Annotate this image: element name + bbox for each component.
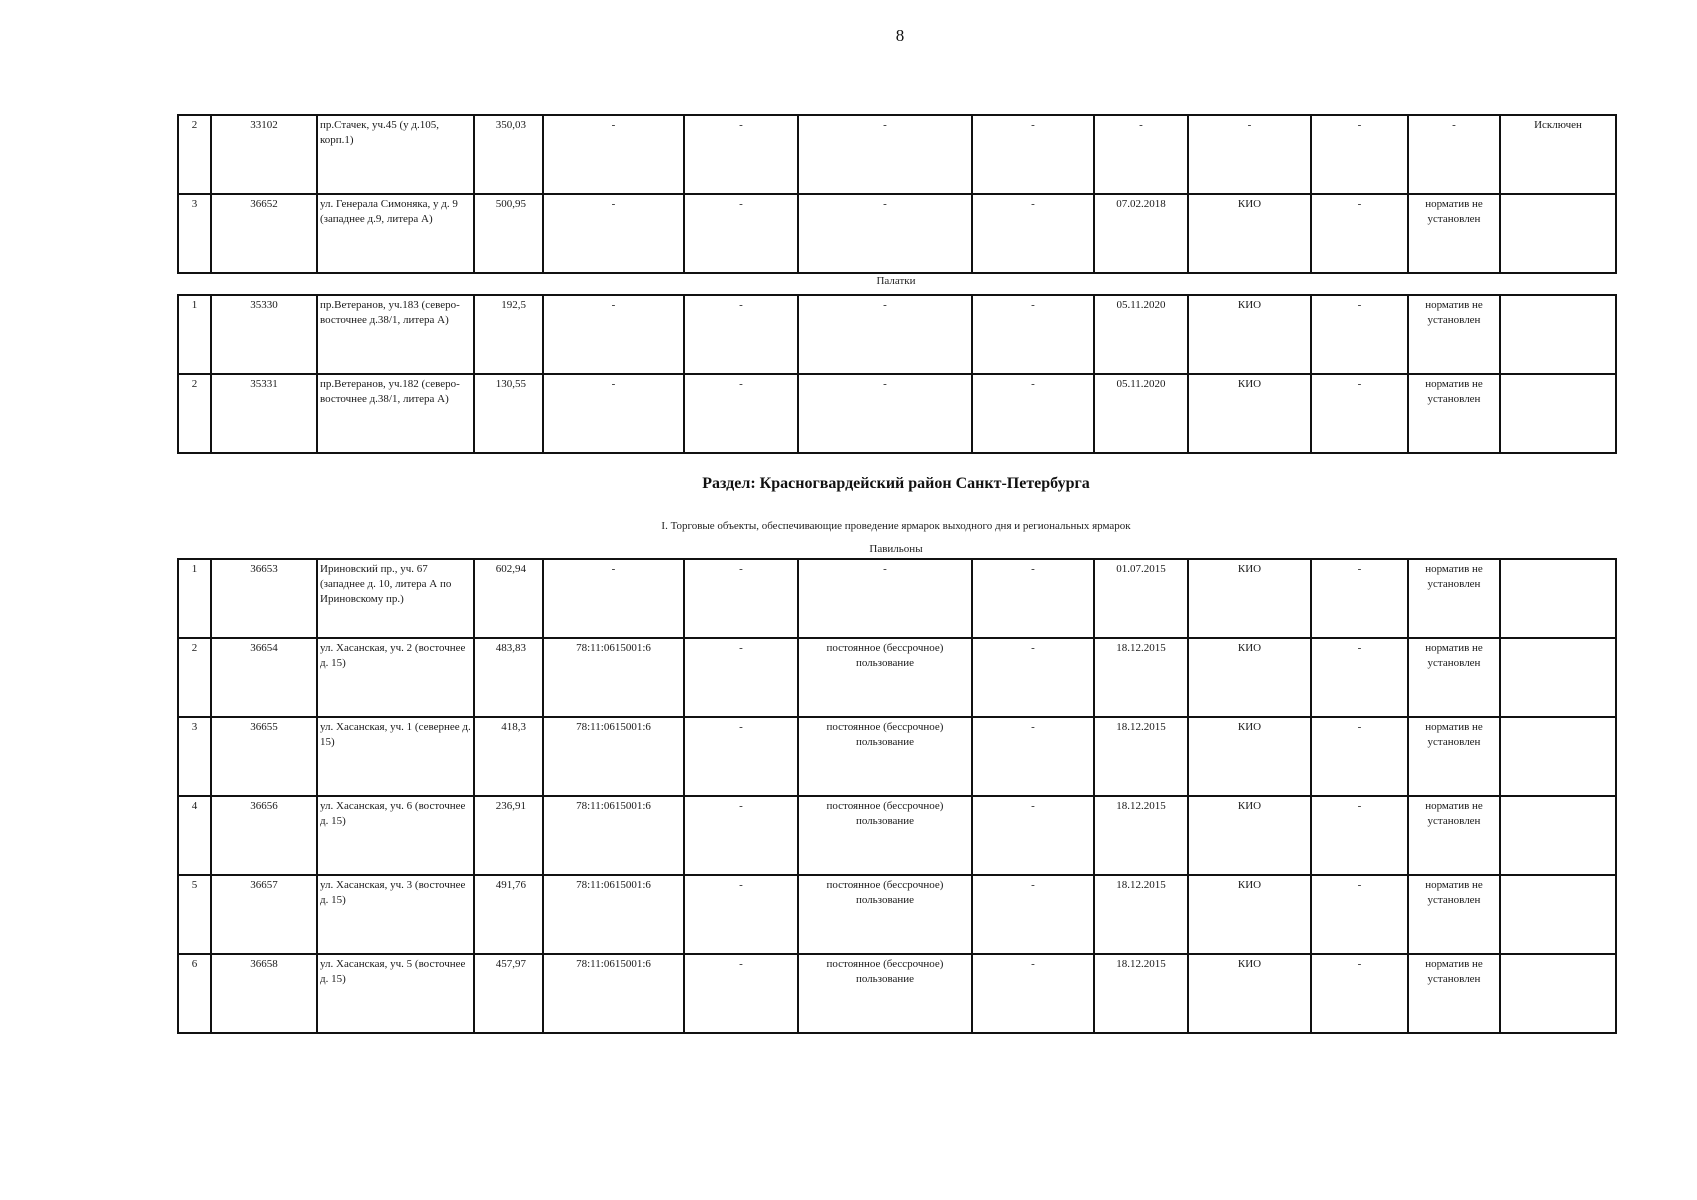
date-cell: 18.12.2015: [1094, 954, 1188, 1033]
owner-cell: КИО: [1188, 875, 1311, 954]
column-8-cell: -: [972, 875, 1094, 954]
object-id: 36656: [211, 796, 317, 875]
cadastral-number-cell: 78:11:0615001:6: [543, 954, 684, 1033]
column-8-cell: -: [972, 374, 1094, 453]
column-8-cell: -: [972, 115, 1094, 194]
owner-cell: -: [1188, 115, 1311, 194]
date-cell: 05.11.2020: [1094, 295, 1188, 374]
date-cell: 05.11.2020: [1094, 374, 1188, 453]
column-6-cell: -: [684, 875, 798, 954]
area-cell: 192,5: [474, 295, 543, 374]
land-right-cell: постоянное (бессрочное) пользование: [798, 954, 972, 1033]
table-row: [178, 194, 1616, 273]
column-6-cell: -: [684, 796, 798, 875]
land-right-cell: постоянное (бессрочное) пользование: [798, 717, 972, 796]
objects-table-top: [177, 114, 1617, 274]
norm-cell: норматив не установлен: [1408, 295, 1500, 374]
owner-cell: КИО: [1188, 717, 1311, 796]
column-11-cell: -: [1311, 559, 1408, 638]
column-11-cell: -: [1311, 115, 1408, 194]
address-cell: ул. Хасанская, уч. 1 (севернее д. 15): [317, 717, 474, 796]
table-row: [178, 638, 1616, 717]
norm-cell: норматив не установлен: [1408, 954, 1500, 1033]
address-cell: ул. Генерала Симоняка, у д. 9 (западнее д.9, литера А): [317, 194, 474, 273]
note-cell: [1500, 194, 1616, 273]
column-6-cell: -: [684, 115, 798, 194]
norm-cell: норматив не установлен: [1408, 717, 1500, 796]
cadastral-number-cell: -: [543, 194, 684, 273]
area-cell: 130,55: [474, 374, 543, 453]
column-6-cell: -: [684, 717, 798, 796]
column-8-cell: -: [972, 295, 1094, 374]
norm-cell: -: [1408, 115, 1500, 194]
column-6-cell: -: [684, 559, 798, 638]
object-id: 33102: [211, 115, 317, 194]
column-11-cell: -: [1311, 295, 1408, 374]
date-cell: 07.02.2018: [1094, 194, 1188, 273]
table-row: [178, 374, 1616, 453]
owner-cell: КИО: [1188, 194, 1311, 273]
table-row: [178, 295, 1616, 374]
object-id: 36655: [211, 717, 317, 796]
owner-cell: КИО: [1188, 295, 1311, 374]
cadastral-number-cell: -: [543, 374, 684, 453]
column-11-cell: -: [1311, 374, 1408, 453]
area-cell: 491,76: [474, 875, 543, 954]
note-cell: [1500, 796, 1616, 875]
address-cell: пр.Стачек, уч.45 (у д.105, корп.1): [317, 115, 474, 194]
column-11-cell: -: [1311, 954, 1408, 1033]
land-right-cell: -: [798, 194, 972, 273]
caption-paviliony: Павильоны: [869, 543, 923, 555]
note-cell: [1500, 717, 1616, 796]
row-number: 5: [178, 875, 211, 954]
note-cell: [1500, 374, 1616, 453]
column-8-cell: -: [972, 717, 1094, 796]
table-row: [178, 115, 1616, 194]
object-id: 35330: [211, 295, 317, 374]
column-8-cell: -: [972, 194, 1094, 273]
note-cell: Исключен: [1500, 115, 1616, 194]
owner-cell: КИО: [1188, 374, 1311, 453]
land-right-cell: постоянное (бессрочное) пользование: [798, 638, 972, 717]
row-number: 3: [178, 194, 211, 273]
note-cell: [1500, 559, 1616, 638]
date-cell: -: [1094, 115, 1188, 194]
column-6-cell: -: [684, 374, 798, 453]
land-right-cell: -: [798, 559, 972, 638]
column-11-cell: -: [1311, 717, 1408, 796]
address-cell: ул. Хасанская, уч. 5 (восточнее д. 15): [317, 954, 474, 1033]
note-cell: [1500, 954, 1616, 1033]
norm-cell: норматив не установлен: [1408, 796, 1500, 875]
note-cell: [1500, 875, 1616, 954]
norm-cell: норматив не установлен: [1408, 374, 1500, 453]
column-11-cell: -: [1311, 875, 1408, 954]
row-number: 2: [178, 374, 211, 453]
row-number: 1: [178, 295, 211, 374]
column-8-cell: -: [972, 559, 1094, 638]
column-6-cell: -: [684, 954, 798, 1033]
column-11-cell: -: [1311, 638, 1408, 717]
objects-table-paviliony: [177, 558, 1617, 1034]
date-cell: 18.12.2015: [1094, 875, 1188, 954]
table-row: [178, 796, 1616, 875]
date-cell: 01.07.2015: [1094, 559, 1188, 638]
area-cell: 602,94: [474, 559, 543, 638]
cadastral-number-cell: 78:11:0615001:6: [543, 875, 684, 954]
column-11-cell: -: [1311, 194, 1408, 273]
page-number: 8: [895, 26, 905, 45]
row-number: 2: [178, 638, 211, 717]
row-number: 6: [178, 954, 211, 1033]
object-id: 36657: [211, 875, 317, 954]
objects-table-palatki: [177, 294, 1617, 454]
section-title: Раздел: Красногвардейский район Санкт-Петербурга: [702, 475, 1090, 492]
owner-cell: КИО: [1188, 954, 1311, 1033]
row-number: 1: [178, 559, 211, 638]
cadastral-number-cell: 78:11:0615001:6: [543, 796, 684, 875]
date-cell: 18.12.2015: [1094, 717, 1188, 796]
owner-cell: КИО: [1188, 638, 1311, 717]
table-row: [178, 954, 1616, 1033]
column-6-cell: -: [684, 194, 798, 273]
object-id: 36652: [211, 194, 317, 273]
owner-cell: КИО: [1188, 796, 1311, 875]
caption-palatki: Палатки: [876, 275, 916, 287]
address-cell: ул. Хасанская, уч. 6 (восточнее д. 15): [317, 796, 474, 875]
area-cell: 500,95: [474, 194, 543, 273]
cadastral-number-cell: 78:11:0615001:6: [543, 638, 684, 717]
owner-cell: КИО: [1188, 559, 1311, 638]
address-cell: Ириновский пр., уч. 67 (западнее д. 10, литера А по Ириновскому пр.): [317, 559, 474, 638]
object-id: 36653: [211, 559, 317, 638]
row-number: 2: [178, 115, 211, 194]
land-right-cell: -: [798, 115, 972, 194]
norm-cell: норматив не установлен: [1408, 559, 1500, 638]
cadastral-number-cell: -: [543, 559, 684, 638]
area-cell: 350,03: [474, 115, 543, 194]
object-id: 35331: [211, 374, 317, 453]
land-right-cell: -: [798, 374, 972, 453]
area-cell: 236,91: [474, 796, 543, 875]
area-cell: 418,3: [474, 717, 543, 796]
address-cell: пр.Ветеранов, уч.183 (северо-восточнее д.38/1, литера А): [317, 295, 474, 374]
table-row: [178, 559, 1616, 638]
note-cell: [1500, 638, 1616, 717]
cadastral-number-cell: -: [543, 295, 684, 374]
land-right-cell: постоянное (бессрочное) пользование: [798, 796, 972, 875]
row-number: 4: [178, 796, 211, 875]
land-right-cell: -: [798, 295, 972, 374]
column-8-cell: -: [972, 638, 1094, 717]
address-cell: ул. Хасанская, уч. 3 (восточнее д. 15): [317, 875, 474, 954]
table-row: [178, 875, 1616, 954]
column-11-cell: -: [1311, 796, 1408, 875]
note-cell: [1500, 295, 1616, 374]
date-cell: 18.12.2015: [1094, 796, 1188, 875]
area-cell: 483,83: [474, 638, 543, 717]
column-8-cell: -: [972, 796, 1094, 875]
cadastral-number-cell: 78:11:0615001:6: [543, 717, 684, 796]
norm-cell: норматив не установлен: [1408, 638, 1500, 717]
cadastral-number-cell: -: [543, 115, 684, 194]
column-6-cell: -: [684, 295, 798, 374]
area-cell: 457,97: [474, 954, 543, 1033]
column-8-cell: -: [972, 954, 1094, 1033]
table-row: [178, 717, 1616, 796]
column-6-cell: -: [684, 638, 798, 717]
land-right-cell: постоянное (бессрочное) пользование: [798, 875, 972, 954]
norm-cell: норматив не установлен: [1408, 875, 1500, 954]
address-cell: ул. Хасанская, уч. 2 (восточнее д. 15): [317, 638, 474, 717]
address-cell: пр.Ветеранов, уч.182 (северо-восточнее д.38/1, литера А): [317, 374, 474, 453]
object-id: 36658: [211, 954, 317, 1033]
norm-cell: норматив не установлен: [1408, 194, 1500, 273]
row-number: 3: [178, 717, 211, 796]
subsection-title: I. Торговые объекты, обеспечивающие проведение ярмарок выходного дня и региональных ярмарок: [661, 520, 1131, 532]
date-cell: 18.12.2015: [1094, 638, 1188, 717]
object-id: 36654: [211, 638, 317, 717]
